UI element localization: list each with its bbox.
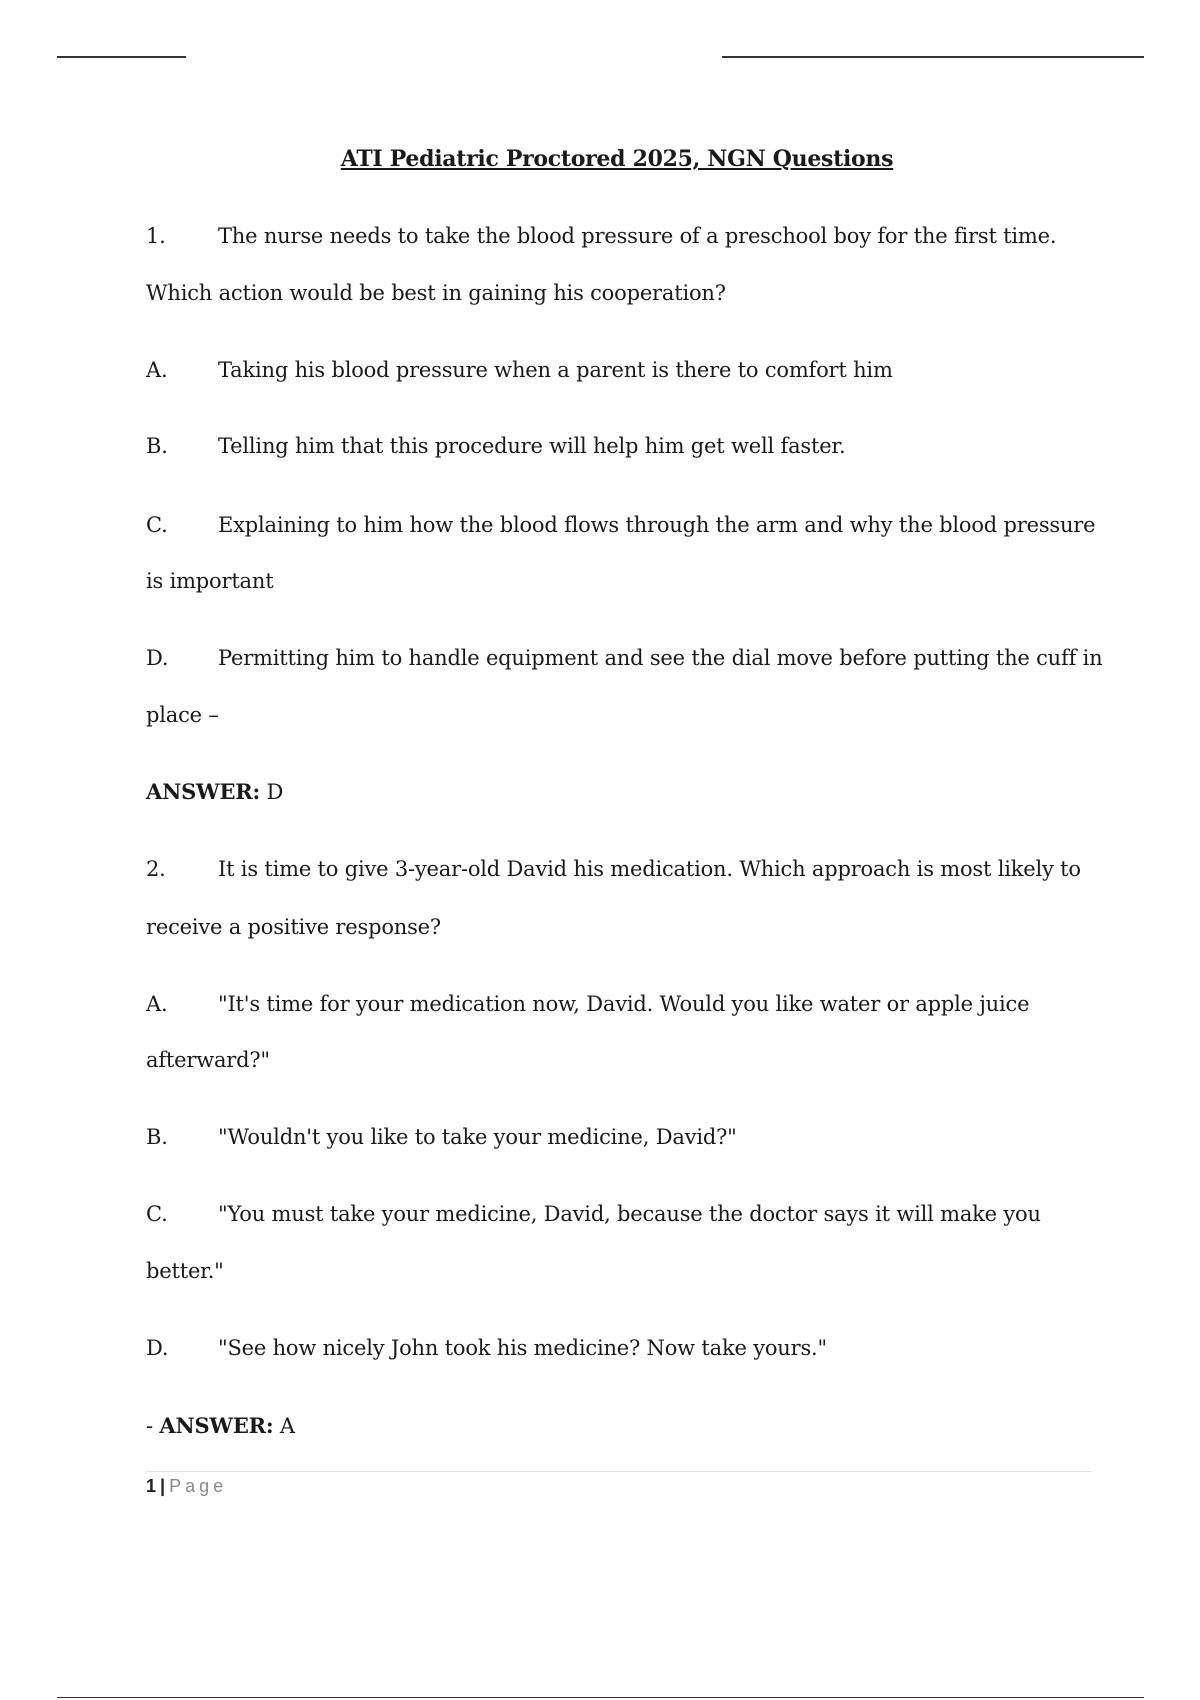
answer-prefix: - [146,1414,160,1438]
option-text: Telling him that this procedure will help him get well faster. [218,434,846,458]
page-word: Page [169,1476,228,1496]
question-2-option-a-continued: afterward?" [146,1048,270,1072]
option-letter: B. [146,1125,168,1149]
question-2-option-a [146,991,1029,1017]
question-2-option-c-continued: better." [146,1259,224,1283]
question-2-stem [146,856,1081,882]
question-2-answer [146,1413,295,1439]
footer-separator: | [160,1476,166,1496]
option-text: Explaining to him how the blood flows through the arm and why the blood pressure [218,513,1096,537]
question-1-option-b [146,433,845,459]
option-text: Taking his blood pressure when a parent is there to comfort him [218,358,893,382]
page-number: 1 [146,1476,157,1496]
question-1-answer [146,779,283,805]
option-letter: A. [146,358,168,382]
option-letter: B. [146,434,168,458]
option-text: Permitting him to handle equipment and see the dial move before putting the cuff in [218,646,1103,670]
question-1-stem [146,223,1056,249]
page-title: ATI Pediatric Proctored 2025, NGN Questions [340,146,894,172]
option-letter: D. [146,646,169,670]
question-1-option-d [146,645,1102,671]
question-2-option-d [146,1335,827,1361]
question-2-option-c [146,1201,1041,1227]
answer-label: ANSWER: [146,779,261,804]
question-stem-text: It is time to give 3-year-old David his medication. Which approach is most likely to [218,857,1081,881]
answer-value: D [266,780,284,804]
option-letter: D. [146,1336,169,1360]
answer-value: A [279,1414,295,1438]
option-text: "It's time for your medication now, David. Would you like water or apple juice [218,992,1030,1016]
question-1-option-a [146,357,893,383]
answer-label: ANSWER: [159,1413,274,1438]
option-text: "You must take your medicine, David, because the doctor says it will make you [218,1202,1041,1226]
question-2-option-b [146,1124,737,1150]
question-1-option-d-continued: place – [146,703,219,727]
question-1-option-c-continued: is important [146,569,274,593]
option-letter: C. [146,513,168,537]
question-2-stem-continued: receive a positive response? [146,915,441,939]
question-1-option-c [146,512,1095,538]
question-1-stem-continued: Which action would be best in gaining his cooperation? [146,281,726,305]
option-letter: C. [146,1202,168,1226]
question-number: 2. [146,857,166,881]
option-letter: A. [146,992,168,1016]
question-stem-text: The nurse needs to take the blood pressure of a preschool boy for the first time. [218,224,1057,248]
option-text: "See how nicely John took his medicine? Now take yours." [218,1336,827,1360]
top-left-rule [57,56,186,58]
question-number: 1. [146,224,166,248]
footer-rule [146,1471,1092,1472]
option-text: "Wouldn't you like to take your medicine, David?" [218,1125,737,1149]
page-footer [146,1474,227,1498]
bottom-rule [57,1697,1144,1698]
top-right-rule [722,56,1144,58]
